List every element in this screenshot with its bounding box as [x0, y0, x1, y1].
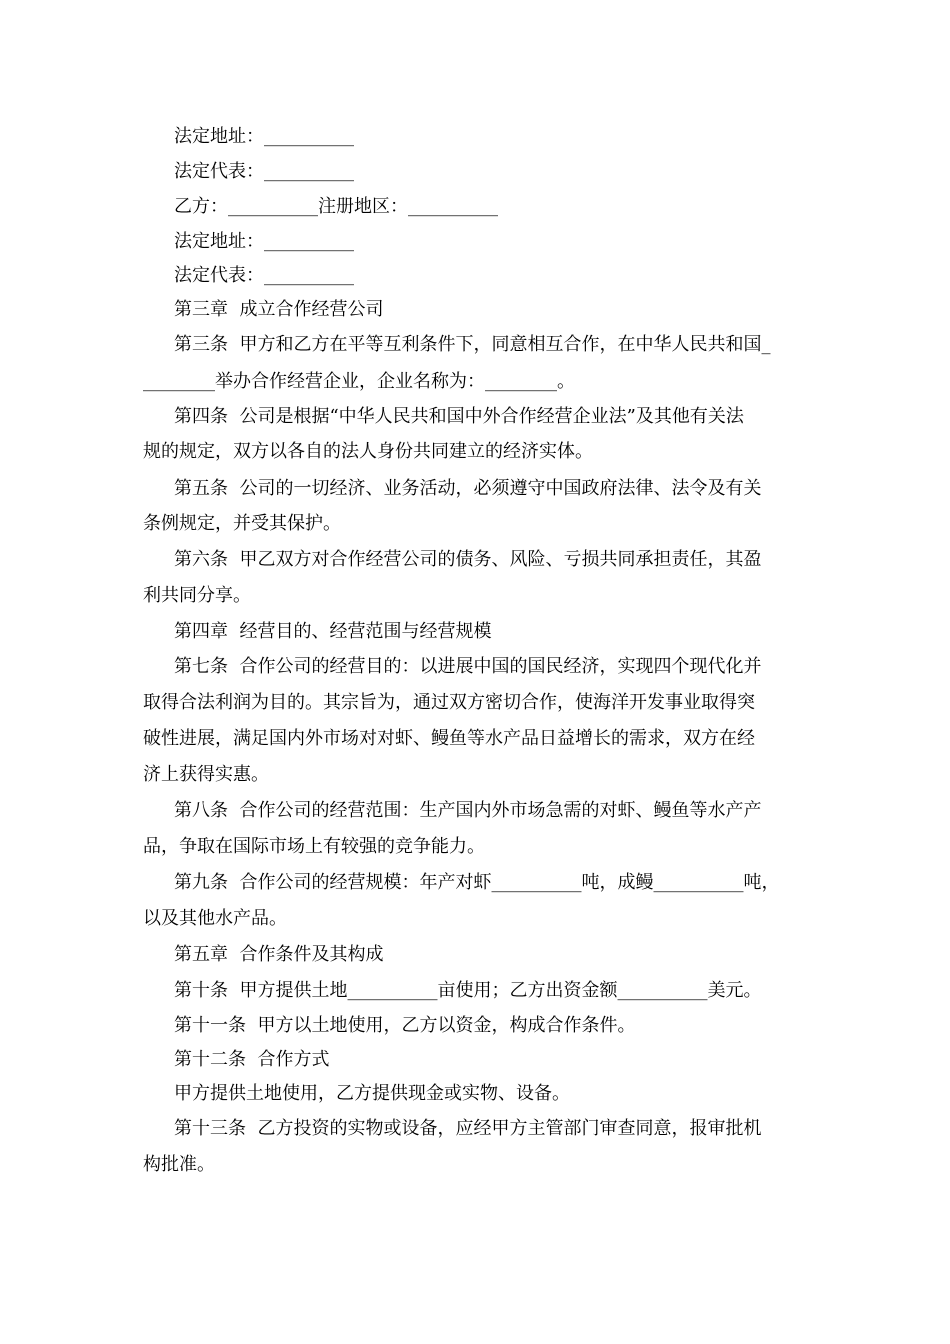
article-4-line-2: 规的规定，双方以各自的法人身份共同建立的经济实体。 [143, 441, 593, 462]
chapter-4-heading: 第四章 经营目的、经营范围与经营规模 [174, 621, 492, 642]
article-8-line-1: 第八条 合作公司的经营范围：生产国内外市场急需的对虾、鳗鱼等水产产 [174, 800, 762, 821]
article-5-line-2: 条例规定，并受其保护。 [143, 513, 341, 534]
article-9-line-2: 以及其他水产品。 [143, 908, 287, 929]
party-b-registration: 乙方：__________注册地区：__________ [174, 196, 498, 217]
article-6-line-1: 第六条 甲乙双方对合作经营公司的债务、风险、亏损共同承担责任，其盈 [174, 549, 762, 570]
article-9-line-1: 第九条 合作公司的经营规模：年产对虾__________吨，成鳗__________吨， [174, 872, 780, 893]
article-3-line-1: 第三条 甲方和乙方在平等互利条件下，同意相互合作，在中华人民共和国_ [174, 334, 771, 355]
article-13-line-1: 第十三条 乙方投资的实物或设备，应经甲方主管部门审查同意，报审批机 [174, 1118, 762, 1139]
article-7-line-4: 济上获得实惠。 [143, 764, 269, 785]
party-a-legal-address: 法定地址：__________ [174, 126, 354, 147]
party-b-legal-representative: 法定代表：__________ [174, 265, 354, 286]
article-11: 第十一条 甲方以土地使用，乙方以资金，构成合作条件。 [174, 1015, 636, 1036]
article-13-line-2: 构批准。 [143, 1154, 215, 1175]
party-a-legal-representative: 法定代表：__________ [174, 161, 354, 182]
article-6-line-2: 利共同分享。 [143, 585, 251, 606]
article-7-line-2: 取得合法利润为目的。其宗旨为，通过双方密切合作，使海洋开发事业取得突 [143, 692, 755, 713]
chapter-5-heading: 第五章 合作条件及其构成 [174, 944, 384, 965]
article-4-line-1: 第四条 公司是根据“中华人民共和国中外合作经营企业法”及其他有关法 [174, 406, 744, 427]
article-12-body: 甲方提供土地使用，乙方提供现金或实物、设备。 [174, 1083, 570, 1104]
party-b-legal-address: 法定地址：__________ [174, 231, 354, 252]
article-12-heading: 第十二条 合作方式 [174, 1049, 330, 1070]
article-7-line-3: 破性进展，满足国内外市场对对虾、鳗鱼等水产品日益增长的需求，双方在经 [143, 728, 755, 749]
article-8-line-2: 品，争取在国际市场上有较强的竞争能力。 [143, 836, 485, 857]
article-10: 第十条 甲方提供土地__________亩使用；乙方出资金额__________美元。 [174, 980, 762, 1001]
article-5-line-1: 第五条 公司的一切经济、业务活动，必须遵守中国政府法律、法令及有关 [174, 478, 762, 499]
article-7-line-1: 第七条 合作公司的经营目的：以进展中国的国民经济，实现四个现代化并 [174, 656, 762, 677]
article-3-line-2: ________举办合作经营企业，企业名称为：________。 [143, 371, 575, 392]
chapter-3-heading: 第三章 成立合作经营公司 [174, 299, 384, 320]
